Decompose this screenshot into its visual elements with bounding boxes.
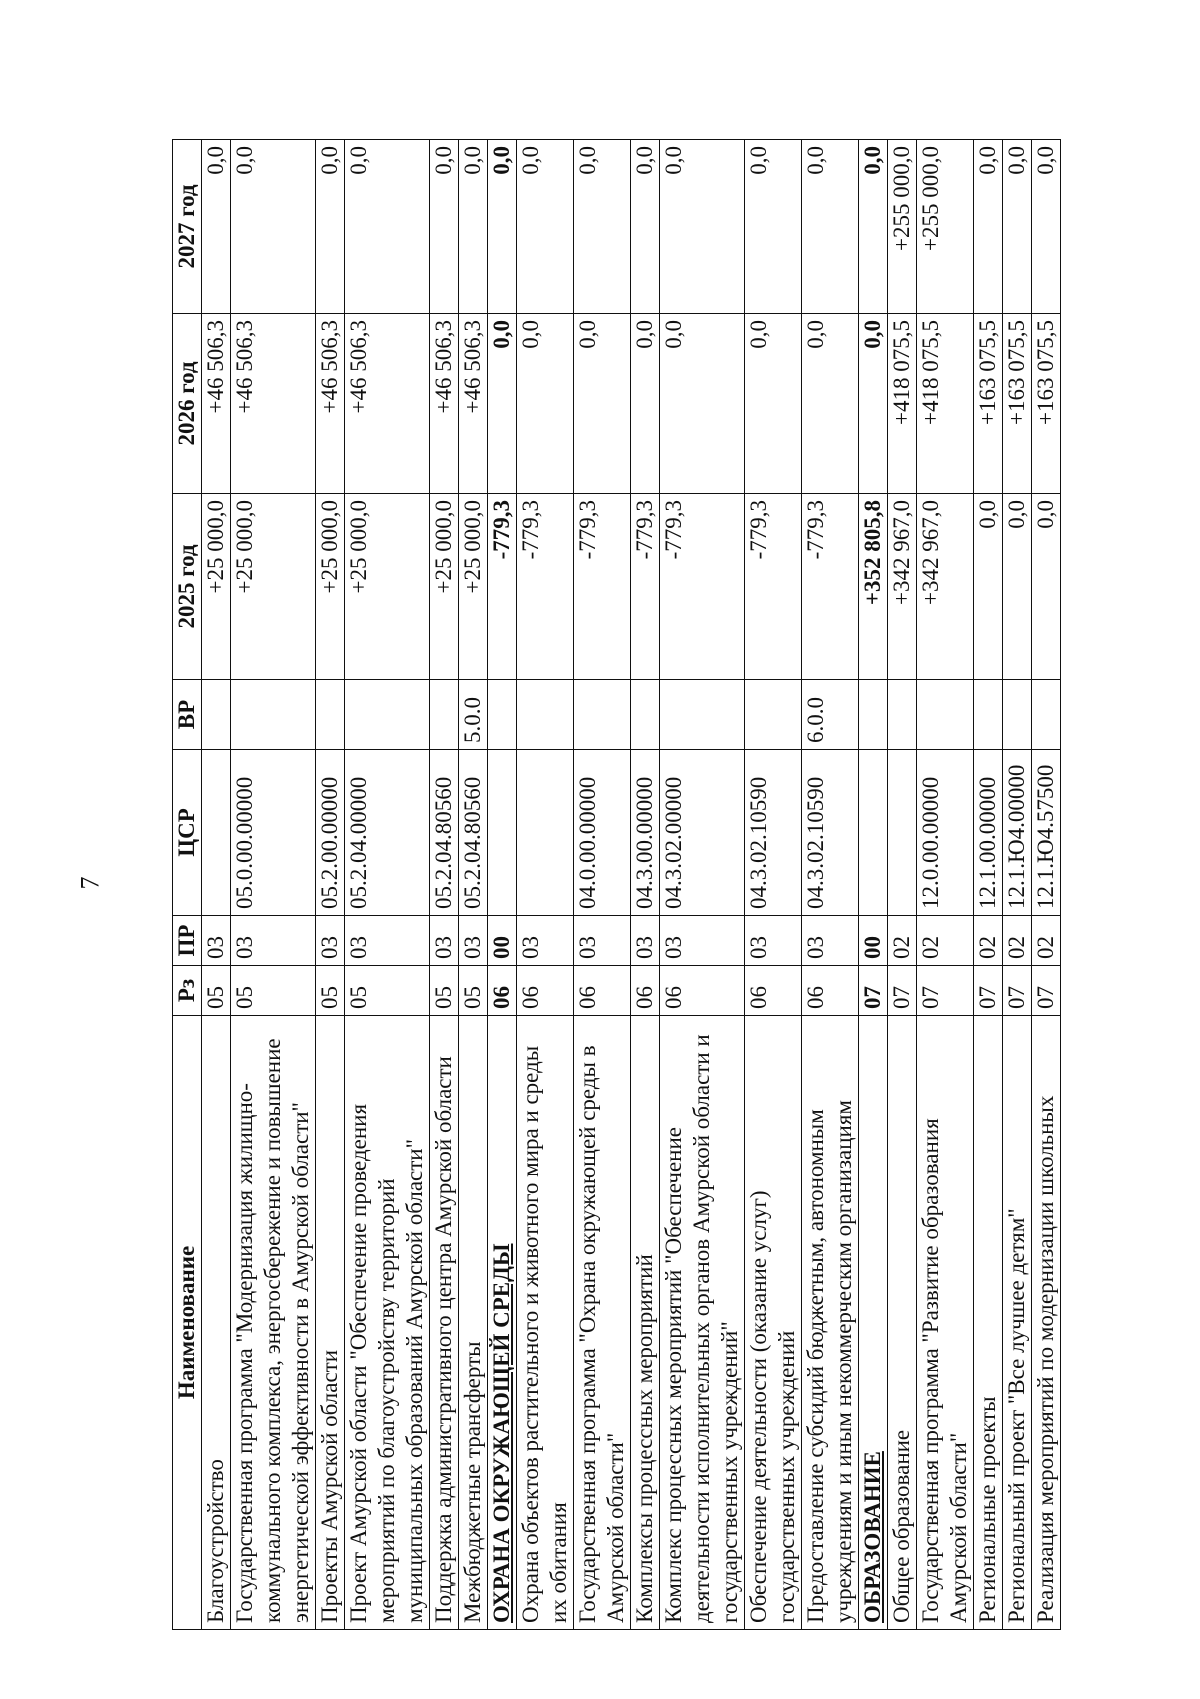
table-row (430, 140, 459, 1630)
row-name: Региональный проект "Все лучшее детям" (1003, 1016, 1032, 1630)
row-pr: 03 (316, 916, 345, 966)
row-name: Государственная программа "Развитие образования Амурской области" (917, 1016, 974, 1630)
row-csr: 12.1.Ю4.57500 (1032, 750, 1061, 916)
row-pr: 03 (430, 916, 459, 966)
row-pr: 03 (459, 916, 488, 966)
row-2025: -779,3 (517, 494, 574, 680)
row-vr (631, 680, 660, 750)
row-2025: 0,0 (974, 494, 1003, 680)
row-rz: 06 (488, 966, 517, 1016)
table-header-row (173, 140, 202, 1630)
row-name: Благоустройство (202, 1016, 231, 1630)
row-pr: 02 (917, 916, 974, 966)
row-2026: +418 075,5 (917, 314, 974, 494)
row-2026: +418 075,5 (888, 314, 917, 494)
table-row (660, 140, 745, 1630)
row-2025: -779,3 (631, 494, 660, 680)
row-vr (917, 680, 974, 750)
header-pr: ПР (173, 916, 202, 966)
row-2027: 0,0 (488, 140, 517, 314)
row-name: Региональные проекты (974, 1016, 1003, 1630)
row-rz: 05 (345, 966, 430, 1016)
row-2027: 0,0 (802, 140, 859, 314)
row-pr: 02 (888, 916, 917, 966)
row-vr (888, 680, 917, 750)
table-row (802, 140, 859, 1630)
table-row (631, 140, 660, 1630)
table-row (459, 140, 488, 1630)
row-pr: 03 (574, 916, 631, 966)
row-pr: 03 (231, 916, 316, 966)
row-csr: 04.3.02.10590 (745, 750, 802, 916)
row-name: Проект Амурской области "Обеспечение проведения мероприятий по благоустройству территорий муниципальных образований Амурской области" (345, 1016, 430, 1630)
row-rz: 07 (888, 966, 917, 1016)
row-2027: 0,0 (631, 140, 660, 314)
row-2027: 0,0 (345, 140, 430, 314)
row-2025: -779,3 (574, 494, 631, 680)
row-2026: +163 075,5 (1032, 314, 1061, 494)
row-2027: 0,0 (1032, 140, 1061, 314)
row-rz: 05 (202, 966, 231, 1016)
row-name: Общее образование (888, 1016, 917, 1630)
rotated-table-container (172, 140, 1200, 1630)
row-2025: +25 000,0 (202, 494, 231, 680)
row-pr: 03 (202, 916, 231, 966)
row-2026: 0,0 (631, 314, 660, 494)
row-2027: 0,0 (974, 140, 1003, 314)
row-pr: 03 (802, 916, 859, 966)
row-2025: +25 000,0 (345, 494, 430, 680)
row-vr: 5.0.0 (459, 680, 488, 750)
row-2027: 0,0 (1003, 140, 1032, 314)
row-2025: +342 967,0 (888, 494, 917, 680)
row-csr: 12.0.00.00000 (917, 750, 974, 916)
row-vr (316, 680, 345, 750)
row-rz: 07 (917, 966, 974, 1016)
row-pr: 02 (974, 916, 1003, 966)
row-2025: -779,3 (488, 494, 517, 680)
row-2025: +25 000,0 (430, 494, 459, 680)
page-number: 7 (75, 876, 105, 890)
row-pr: 03 (631, 916, 660, 966)
row-vr (974, 680, 1003, 750)
row-csr: 12.1.00.00000 (974, 750, 1003, 916)
header-name: Наименование (173, 1016, 202, 1630)
row-csr: 04.3.02.00000 (660, 750, 745, 916)
row-rz: 05 (316, 966, 345, 1016)
row-name: Межбюджетные трансферты (459, 1016, 488, 1630)
row-2026: +46 506,3 (202, 314, 231, 494)
row-2027: 0,0 (231, 140, 316, 314)
row-pr: 00 (488, 916, 517, 966)
table-row (745, 140, 802, 1630)
header-csr: ЦСР (173, 750, 202, 916)
table-row (888, 140, 917, 1630)
row-csr: 05.2.00.00000 (316, 750, 345, 916)
row-2027: 0,0 (859, 140, 888, 314)
row-2025: +25 000,0 (316, 494, 345, 680)
row-csr: 12.1.Ю4.00000 (1003, 750, 1032, 916)
row-rz: 07 (859, 966, 888, 1016)
row-pr: 03 (517, 916, 574, 966)
row-name: Предоставление субсидий бюджетным, автономным учреждениям и иным некоммерческим организациям (802, 1016, 859, 1630)
row-2027: 0,0 (459, 140, 488, 314)
row-vr (202, 680, 231, 750)
budget-table (172, 139, 1061, 1630)
table-row (488, 140, 517, 1630)
row-csr: 05.2.04.00000 (345, 750, 430, 916)
row-name: Государственная программа "Модернизация жилищно-коммунального комплекса, энергосбережение и повышение энергетической эффективности в Амурской области" (231, 1016, 316, 1630)
row-pr: 00 (859, 916, 888, 966)
row-2025: +352 805,8 (859, 494, 888, 680)
row-2026: 0,0 (859, 314, 888, 494)
row-pr: 02 (1003, 916, 1032, 966)
row-vr (517, 680, 574, 750)
row-2026: +46 506,3 (430, 314, 459, 494)
row-csr: 04.0.00.00000 (574, 750, 631, 916)
row-2025: 0,0 (1032, 494, 1061, 680)
row-csr: 05.2.04.80560 (430, 750, 459, 916)
row-2026: +46 506,3 (459, 314, 488, 494)
row-2025: -779,3 (745, 494, 802, 680)
table-row (316, 140, 345, 1630)
row-pr: 02 (1032, 916, 1061, 966)
row-name: Государственная программа "Охрана окружающей среды в Амурской области" (574, 1016, 631, 1630)
row-2027: 0,0 (517, 140, 574, 314)
row-csr: 05.0.00.00000 (231, 750, 316, 916)
row-rz: 07 (974, 966, 1003, 1016)
row-rz: 05 (459, 966, 488, 1016)
table-row (1003, 140, 1032, 1630)
table-row (1032, 140, 1061, 1630)
table-row (202, 140, 231, 1630)
row-2026: +163 075,5 (1003, 314, 1032, 494)
table-row (859, 140, 888, 1630)
row-csr (517, 750, 574, 916)
row-vr (574, 680, 631, 750)
row-2025: +342 967,0 (917, 494, 974, 680)
header-2025: 2025 год (173, 494, 202, 680)
table-row (574, 140, 631, 1630)
row-2026: 0,0 (517, 314, 574, 494)
row-vr (345, 680, 430, 750)
row-2025: -779,3 (802, 494, 859, 680)
row-rz: 06 (517, 966, 574, 1016)
row-rz: 06 (660, 966, 745, 1016)
header-rz: Рз (173, 966, 202, 1016)
row-vr (745, 680, 802, 750)
row-vr (1003, 680, 1032, 750)
row-vr (660, 680, 745, 750)
row-2025: +25 000,0 (231, 494, 316, 680)
header-2027: 2027 год (173, 140, 202, 314)
row-rz: 07 (1003, 966, 1032, 1016)
row-2025: +25 000,0 (459, 494, 488, 680)
row-name: Комплекс процессных мероприятий "Обеспечение деятельности исполнительных органов Амурской области и государственных учреждений" (660, 1016, 745, 1630)
row-name: ОХРАНА ОКРУЖАЮЩЕЙ СРЕДЫ (488, 1016, 517, 1630)
row-rz: 06 (574, 966, 631, 1016)
header-2026: 2026 год (173, 314, 202, 494)
row-2027: +255 000,0 (917, 140, 974, 314)
row-vr (231, 680, 316, 750)
row-2026: +46 506,3 (345, 314, 430, 494)
row-csr (488, 750, 517, 916)
table-row (345, 140, 430, 1630)
row-vr (859, 680, 888, 750)
row-name: ОБРАЗОВАНИЕ (859, 1016, 888, 1630)
row-pr: 03 (660, 916, 745, 966)
row-rz: 06 (802, 966, 859, 1016)
row-csr (888, 750, 917, 916)
row-csr (859, 750, 888, 916)
row-name: Проекты Амурской области (316, 1016, 345, 1630)
header-vr: ВР (173, 680, 202, 750)
row-name: Комплексы процессных мероприятий (631, 1016, 660, 1630)
row-2026: +46 506,3 (231, 314, 316, 494)
row-2027: 0,0 (660, 140, 745, 314)
table-row (517, 140, 574, 1630)
row-rz: 05 (430, 966, 459, 1016)
row-rz: 06 (745, 966, 802, 1016)
row-2027: 0,0 (745, 140, 802, 314)
row-vr (430, 680, 459, 750)
row-rz: 07 (1032, 966, 1061, 1016)
row-2026: 0,0 (745, 314, 802, 494)
row-2027: 0,0 (316, 140, 345, 314)
row-csr: 04.3.00.00000 (631, 750, 660, 916)
row-name: Реализация мероприятий по модернизации школьных (1032, 1016, 1061, 1630)
row-rz: 05 (231, 966, 316, 1016)
row-rz: 06 (631, 966, 660, 1016)
row-2025: 0,0 (1003, 494, 1032, 680)
row-name: Поддержка административного центра Амурской области (430, 1016, 459, 1630)
row-name: Обеспечение деятельности (оказание услуг) государственных учреждений (745, 1016, 802, 1630)
row-2027: 0,0 (574, 140, 631, 314)
row-2027: +255 000,0 (888, 140, 917, 314)
row-2027: 0,0 (430, 140, 459, 314)
row-pr: 03 (745, 916, 802, 966)
row-2026: +46 506,3 (316, 314, 345, 494)
row-2026: +163 075,5 (974, 314, 1003, 494)
row-2026: 0,0 (802, 314, 859, 494)
table-row (917, 140, 974, 1630)
row-csr: 05.2.04.80560 (459, 750, 488, 916)
row-vr (1032, 680, 1061, 750)
row-vr: 6.0.0 (802, 680, 859, 750)
row-2026: 0,0 (574, 314, 631, 494)
row-pr: 03 (345, 916, 430, 966)
row-2027: 0,0 (202, 140, 231, 314)
row-csr: 04.3.02.10590 (802, 750, 859, 916)
table-row (231, 140, 316, 1630)
table-row (974, 140, 1003, 1630)
row-csr (202, 750, 231, 916)
row-name: Охрана объектов растительного и животного мира и среды их обитания (517, 1016, 574, 1630)
row-2026: 0,0 (660, 314, 745, 494)
row-2025: -779,3 (660, 494, 745, 680)
row-vr (488, 680, 517, 750)
row-2026: 0,0 (488, 314, 517, 494)
